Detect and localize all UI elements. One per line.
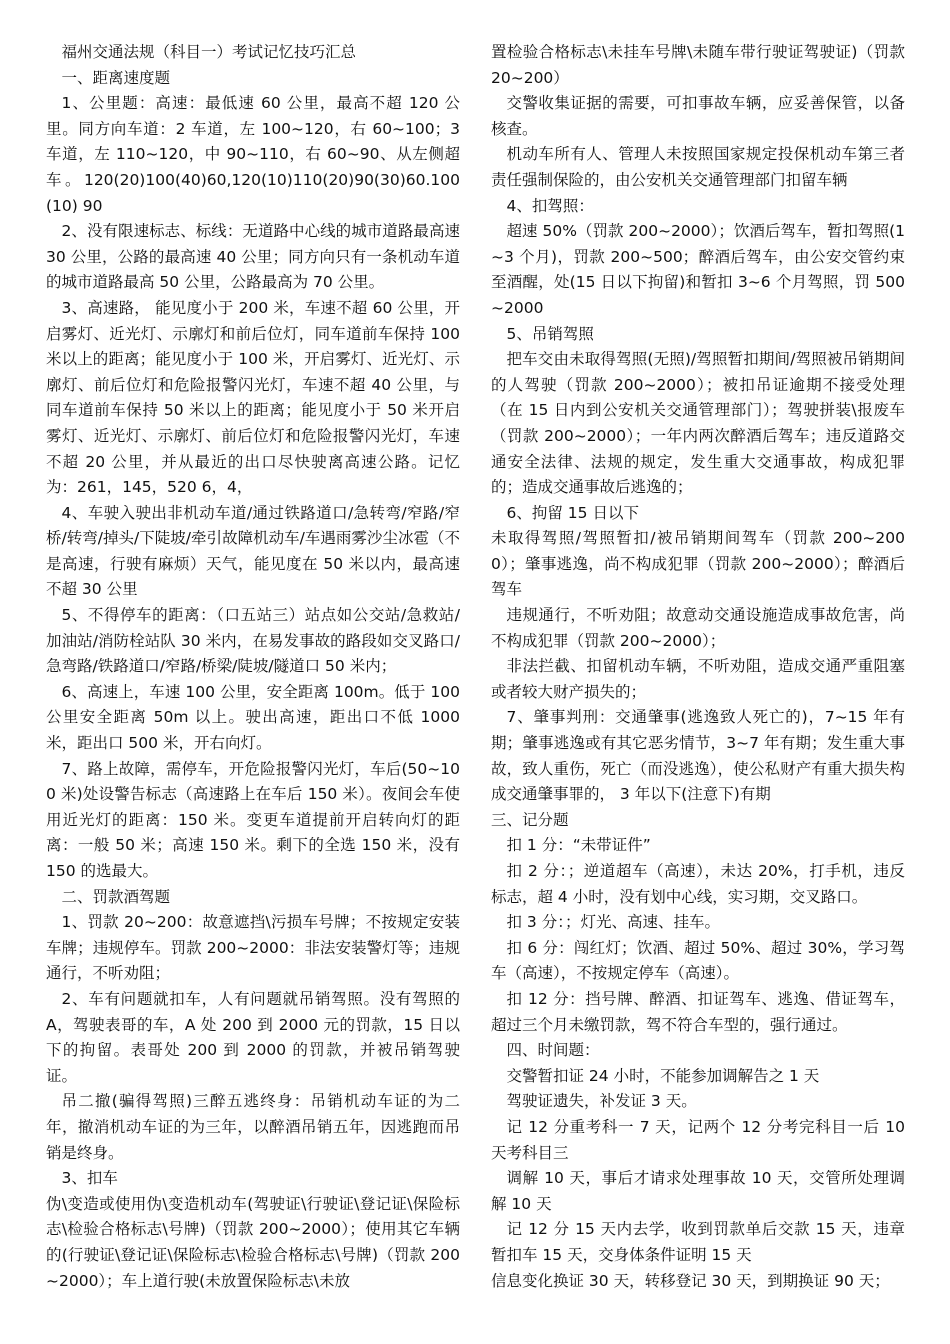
- paragraph: 吊二撤(骗得驾照)三醉五逃终身：吊销机动车证的为二年，撤消机动车证的为三年，以醉酒吊销五年，因逃跑而吊销是终身。: [46, 1092, 460, 1162]
- right-column: [491, 40, 905, 1294]
- paragraph: 5、不得停车的距离：（口五站三）站点如公交站/急救站/加油站/消防栓站队 30 米内，在易发事故的路段如交叉路口/急弯路/铁路道口/窄路/桥梁/陡坡/隧道口 50 米内；: [46, 606, 460, 676]
- paragraph: 违规通行，不听劝阻；故意动交通设施造成事故危害，尚不构成犯罪（罚款 200~2000）；: [491, 606, 905, 650]
- paragraph: 2、车有问题就扣车，人有问题就吊销驾照。没有驾照的 A，驾驶表哥的车，A 处 200 到 2000 元的罚款，15 日以下的拘留。表哥处 200 到 2000 的罚款，并被吊销驾驶证。: [46, 989, 460, 1085]
- section-heading: 四、时间题：: [506, 1041, 600, 1060]
- subsection-heading: 5、吊销驾照: [506, 324, 594, 343]
- column-divider: [474, 48, 475, 1288]
- paragraph: 伪\变造或使用伪\变造机动车(驾驶证\行驶证\登记证\保险标志\检验合格标志\号牌)（罚款 200~2000）；使用其它车辆的(行驶证\登记证\保险标志\检验合格标志\号牌)（罚款 200~2000）；车上道行驶(未放置保险标志\未放: [46, 1194, 460, 1290]
- paragraph: 扣 3 分：；灯光、高速、挂车。: [506, 913, 720, 932]
- paragraph: 信息变化换证 30 天，转移登记 30 天，到期换证 90 天；: [491, 1271, 890, 1290]
- paragraph: 调解 10 天，事后才请求处理事故 10 天，交管所处理调解 10 天: [491, 1169, 905, 1213]
- paragraph: 7、路上故障，需停车，开危险报警闪光灯，车后(50~100 米)处设警告标志（高速路上在车后 150 米）。夜间会车使用近光灯的距离：150 米。变更车道提前开启转向灯的距离：一般 50 米；高速 150 米。剩下的全选 150 米，没有 150 的选最大。: [46, 759, 460, 880]
- doc-title: 福州交通法规（科目一）考试记忆技巧汇总: [61, 43, 357, 61]
- paragraph: 把车交由未取得驾照(无照)/驾照暂扣期间/驾照被吊销期间的人驾驶（罚款 200~2000）；被扣吊证逾期不接受处理（在 15 日内到公安机关交通管理部门）；驾驶拼装\报废车（罚款 200~2000）；一年内两次醉酒后驾车；违反道路交通安全法律、法规的规定，发生重大交通事故，构成犯罪的；造成交通事故后逃逸的；: [491, 350, 905, 497]
- paragraph: 记 12 分 15 天内去学，收到罚款单后交款 15 天，违章暂扣车 15 天，交身体条件证明 15 天: [491, 1220, 905, 1264]
- paragraph: 超速 50%（罚款 200~2000）；饮酒后驾车，暂扣驾照(1~3 个月)，罚款 200~500；醉酒后驾车，由公安交管约束至酒醒，处(15 日以下拘留)和暂扣 3~6 个月驾照，罚 500~2000: [491, 222, 905, 317]
- paragraph: 扣 6 分：闯红灯；饮酒、超过 50%、超过 30%，学习驾车（高速），不按规定停车（高速）。: [491, 938, 905, 983]
- paragraph: 1、公里题：高速：最低速 60 公里，最高不超 120 公里。同方向车道：2 车道，左 100~120，右 60~100；3 车道，左 110~120，中 90~110，右 60~90、从左侧超车。120(20)100(40)60,120(10)110(20)90(30)60.100 (10) 90: [46, 94, 460, 215]
- section-heading: 三、记分题: [491, 810, 569, 829]
- section-heading: 二、罚款酒驾题: [61, 887, 171, 906]
- paragraph: 非法拦截、扣留机动车辆，不听劝阻，造成交通严重阻塞或者较大财产损失的；: [491, 657, 905, 701]
- paragraph: 交警收集证据的需要，可扣事故车辆，应妥善保管，以备核查。: [491, 94, 905, 138]
- paragraph: 交警暂扣证 24 小时，不能参加调解告之 1 天: [506, 1066, 820, 1085]
- paragraph: 3、高速路， 能见度小于 200 米，车速不超 60 公里，开启雾灯、近光灯、示廓灯和前后位灯，同车道前车保持 100 米以上的距离；能见度小于 100 米，开启雾灯、近光灯、示廓灯、前后位灯和危险报警闪光灯，车速不超 40 公里，与同车道前车保持 50 米以上的距离；能见度小于 50 米开启雾灯、近光灯、示廓灯、前后位灯和危险报警闪光灯，车速不超 20 公里，并从最近的出口尽快驶离高速公路。记忆为：261，145，520 6，4，: [46, 298, 460, 497]
- paragraph: 4、车驶入驶出非机动车道/通过铁路道口/急转弯/窄路/窄桥/转弯/掉头/下陡坡/牵引故障机动车/车遇雨雾沙尘冰雹（不是高速，行驶有麻烦）天气，能见度在 50 米以内，最高速不超 30 公里: [46, 503, 460, 599]
- paragraph: 2、没有限速标志、标线：无道路中心线的城市道路最高速 30 公里，公路的最高速 40 公里；同方向只有一条机动车道的城市道路最高 50 公里，公路最高为 70 公里。: [46, 222, 460, 292]
- paragraph: 未取得驾照/驾照暂扣/被吊销期间驾车（罚款 200~2000）；肇事逃逸，尚不构成犯罪（罚款 200~2000）；醉酒后驾车: [491, 529, 905, 599]
- paragraph: 扣 2 分：；逆道超车（高速），未达 20%，打手机，违反标志，超 4 小时，没有划中心线，实习期，交叉路口。: [491, 862, 905, 906]
- paragraph: 扣 1 分：“未带证件”: [506, 836, 651, 855]
- paragraph: 6、高速上，车速 100 公里，安全距离 100m。低于 100 公里安全距离 50m 以上。驶出高速，距出口不低 1000 米，距出口 500 米，开右向灯。: [46, 682, 460, 753]
- paragraph: 机动车所有人、管理人未按照国家规定投保机动车第三者责任强制保险的，由公安机关交通管理部门扣留车辆: [491, 145, 905, 189]
- paragraph: 记 12 分重考科一 7 天，记两个 12 分考完科目一后 10 天考科目三: [491, 1117, 905, 1162]
- subsection-heading: 4、扣驾照：: [506, 196, 594, 215]
- paragraph: 驾驶证遗失，补发证 3 天。: [506, 1092, 697, 1111]
- subsection-heading: 6、拘留 15 日以下: [506, 503, 639, 522]
- paragraph: 1、罚款 20~200：故意遮挡\污损车号牌；不按规定安装车牌；违规停车。罚款 200~2000：非法安装警灯等；违规通行，不听劝阻；: [46, 913, 460, 983]
- section-heading: 一、距离速度题: [61, 68, 171, 87]
- left-column: [46, 40, 460, 1294]
- paragraph: 7、肇事判刑：交通肇事(逃逸致人死亡的)，7~15 年有期；肇事逃逸或有其它恶劣情节，3~7 年有期；发生重大事故，致人重伤，死亡（而没逃逸），使公私财产有重大损失构成交通肇事罪的， 3 年以下(注意下)有期: [491, 708, 905, 804]
- subsection-heading: 3、扣车: [61, 1169, 118, 1188]
- paragraph: 扣 12 分：挡号牌、醉酒、扣证驾车、逃逸、借证驾车，超过三个月未缴罚款，驾不符合车型的，强行通过。: [491, 989, 905, 1034]
- paragraph: 置检验合格标志\未挂车号牌\未随车带行驶证驾驶证)（罚款 20~200）: [491, 43, 905, 87]
